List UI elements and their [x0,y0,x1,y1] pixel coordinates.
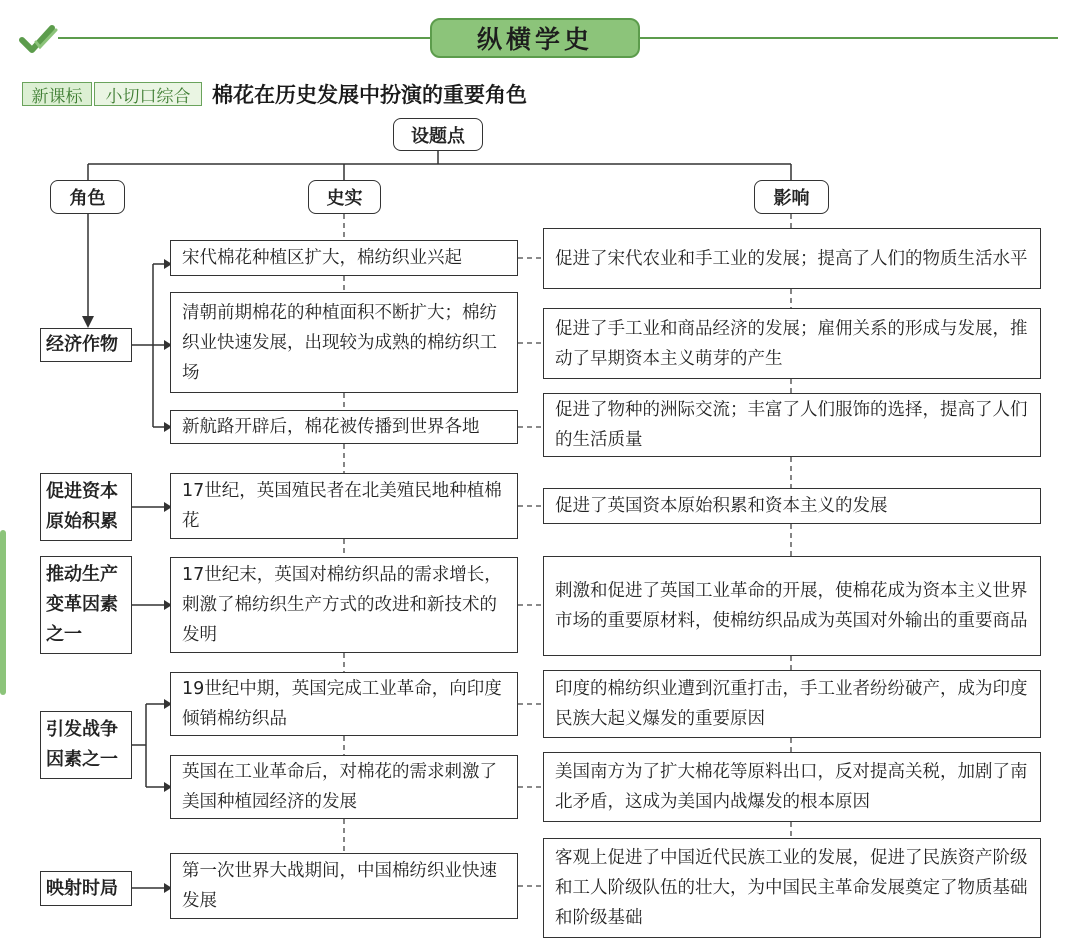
impact-text: 促进了宋代农业和手工业的发展；提高了人们的物质生活水平 [555,248,1028,269]
category-label: 映射时局 [46,877,118,899]
fact-text: 宋代棉花种植区扩大，棉纺织业兴起 [182,248,462,268]
category-box [40,711,132,779]
category-label: 促进资本原始积累 [46,481,118,532]
impact-text: 促进了物种的洲际交流；丰富了人们服饰的选择，提高了人们的生活质量 [555,400,1028,450]
fact-box [170,853,518,919]
impact-box [543,752,1041,822]
header-label: 史实 [326,188,363,209]
impact-text: 促进了英国资本原始积累和资本主义的发展 [555,496,888,516]
fact-text: 19世纪中期，英国完成工业革命，向印度倾销棉纺织品 [182,679,502,729]
impact-text: 客观上促进了中国近代民族工业的发展，促进了民族资产阶级和工人阶级队伍的壮大，为中国民主革命发展奠定了物质基础和阶级基础 [555,848,1028,928]
impact-text: 美国南方为了扩大棉花等原料出口，反对提高关税，加剧了南北矛盾，这成为美国内战爆发的根本原因 [555,762,1028,812]
section-banner [430,18,640,58]
fact-text: 英国在工业革命后，对棉花的需求刺激了美国种植园经济的发展 [182,762,497,812]
category-label: 经济作物 [46,334,118,355]
impact-box [543,393,1041,457]
tag-new-curriculum [22,82,92,106]
impact-box [543,228,1041,289]
header-role [50,180,125,214]
category-label: 推动生产变革因素之一 [46,564,118,645]
banner-title: 纵横学史 [476,25,593,54]
fact-text: 新航路开辟后，棉花被传播到世界各地 [182,417,480,437]
header-label: 影响 [773,188,810,209]
fact-box [170,755,518,819]
fact-box [170,672,518,736]
impact-box [543,670,1041,738]
page-title: 棉花在历史发展中扮演的重要角色 [212,83,527,107]
category-box [40,871,132,906]
impact-box [543,308,1041,379]
root-label: 设题点 [411,125,465,147]
impact-box [543,556,1041,656]
fact-box [170,473,518,539]
impact-text: 印度的棉纺织业遭到沉重打击，手工业者纷纷破产，成为印度民族大起义爆发的重要原因 [555,679,1028,729]
impact-box [543,838,1041,938]
fact-text: 清朝前期棉花的种植面积不断扩大；棉纺织业快速发展，出现较为成熟的棉纺织工场 [182,302,497,383]
fact-text: 第一次世界大战期间，中国棉纺织业快速发展 [182,861,497,911]
tag-small-angle [94,82,202,106]
fact-box [170,557,518,653]
header-fact [308,180,381,214]
fact-text: 17世纪末，英国对棉纺织品的需求增长，刺激了棉纺织生产方式的改进和新技术的发明 [182,565,502,645]
fact-box [170,240,518,276]
fact-box [170,292,518,393]
header-impact [754,180,829,214]
category-label: 引发战争因素之一 [46,719,118,770]
fact-box [170,410,518,444]
fact-text: 17世纪，英国殖民者在北美殖民地种植棉花 [182,481,502,531]
root-node [393,118,483,151]
side-accent-bar [0,530,6,695]
tag-label: 新课标 [31,86,83,107]
category-box [40,556,132,654]
impact-text: 刺激和促进了英国工业革命的开展，使棉花成为资本主义世界市场的重要原材料，使棉纺织品成为英国对外输出的重要商品 [555,581,1028,631]
category-box [40,473,132,541]
tag-label: 小切口综合 [105,86,191,107]
category-box [40,328,132,362]
impact-box [543,488,1041,524]
header-label: 角色 [69,188,106,209]
impact-text: 促进了手工业和商品经济的发展；雇佣关系的形成与发展，推动了早期资本主义萌芽的产生 [555,318,1028,369]
